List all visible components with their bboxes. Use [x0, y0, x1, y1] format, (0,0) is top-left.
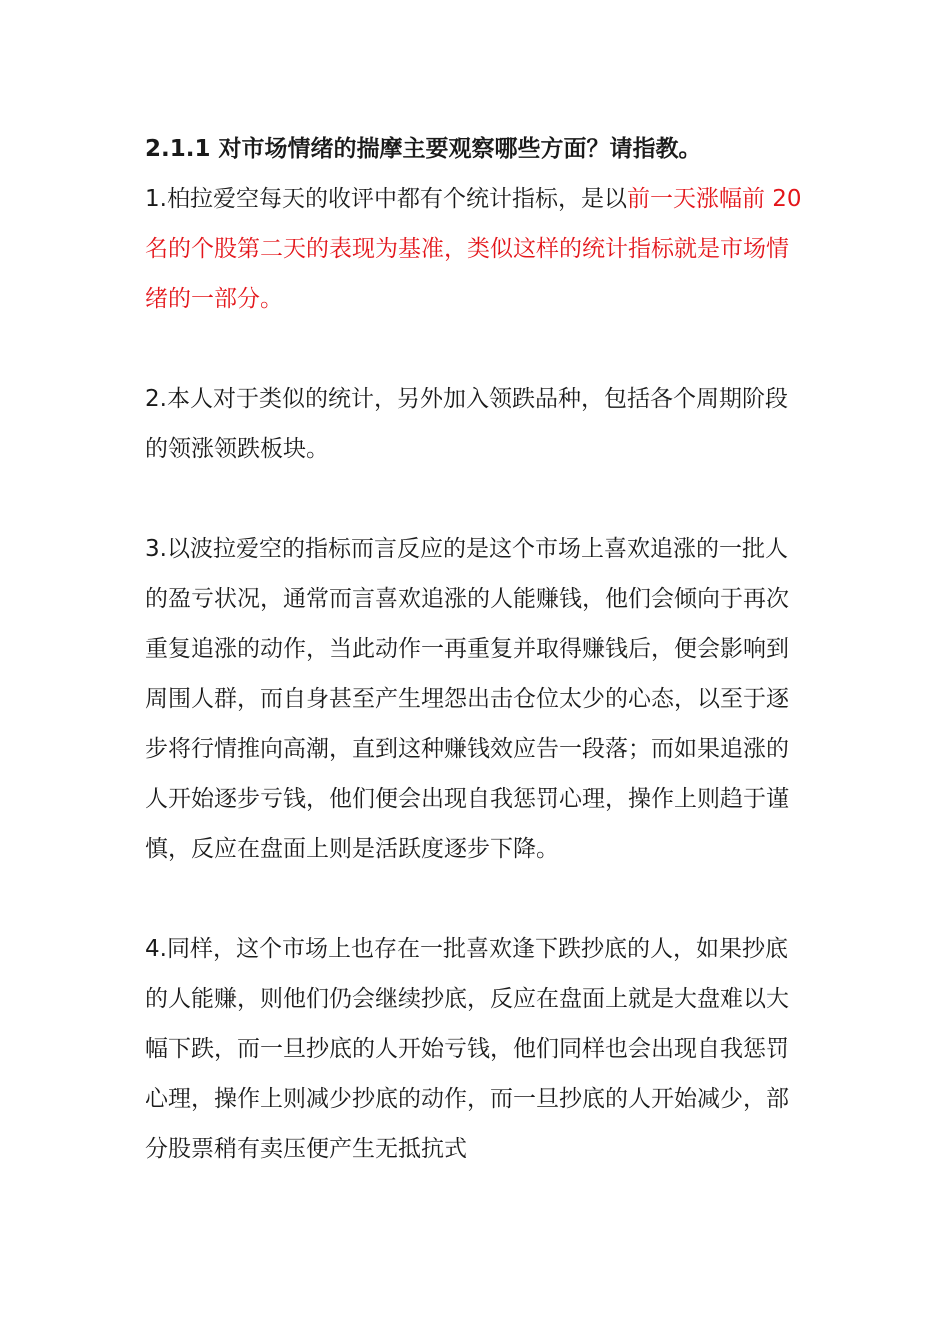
paragraph-4: 4.同样，这个市场上也存在一批喜欢逢下跌抄底的人，如果抄底的人能赚，则他们仍会继续抄底，反应在盘面上就是大盘难以大幅下跌，而一旦抄底的人开始亏钱，他们同样也会出现自我惩罚心理，操作上则减少抄底的动作，而一旦抄底的人开始减少，部分股票稍有卖压便产生无抵抗式 — [145, 936, 789, 1162]
paragraph-1-text: 1.柏拉爱空每天的收评中都有个统计指标，是以 — [145, 186, 627, 212]
paragraph-1 — [145, 174, 810, 324]
paragraph-2: 2.本人对于类似的统计，另外加入领跌品种，包括各个周期阶段的领涨领跌板块。 — [145, 386, 788, 462]
document-body — [145, 124, 810, 1174]
paragraph-3: 3.以波拉爱空的指标而言反应的是这个市场上喜欢追涨的一批人的盈亏状况，通常而言喜欢追涨的人能赚钱，他们会倾向于再次重复追涨的动作，当此动作一再重复并取得赚钱后，便会影响到周围人群，而自身甚至产生埋怨出击仓位太少的心态，以至于逐步将行情推向高潮，直到这种赚钱效应告一段落；而如果追涨的人开始逐步亏钱，他们便会出现自我惩罚心理，操作上则趋于谨慎，反应在盘面上则是活跃度逐步下降。 — [145, 536, 789, 862]
paragraph-1-highlight: 前一天涨幅前 20 名的个股第二天的表现为基准，类似这样的统计指标就是市场情绪的一部分。 — [145, 186, 802, 312]
section-heading: 2.1.1 对市场情绪的揣摩主要观察哪些方面？请指教。 — [145, 136, 702, 162]
